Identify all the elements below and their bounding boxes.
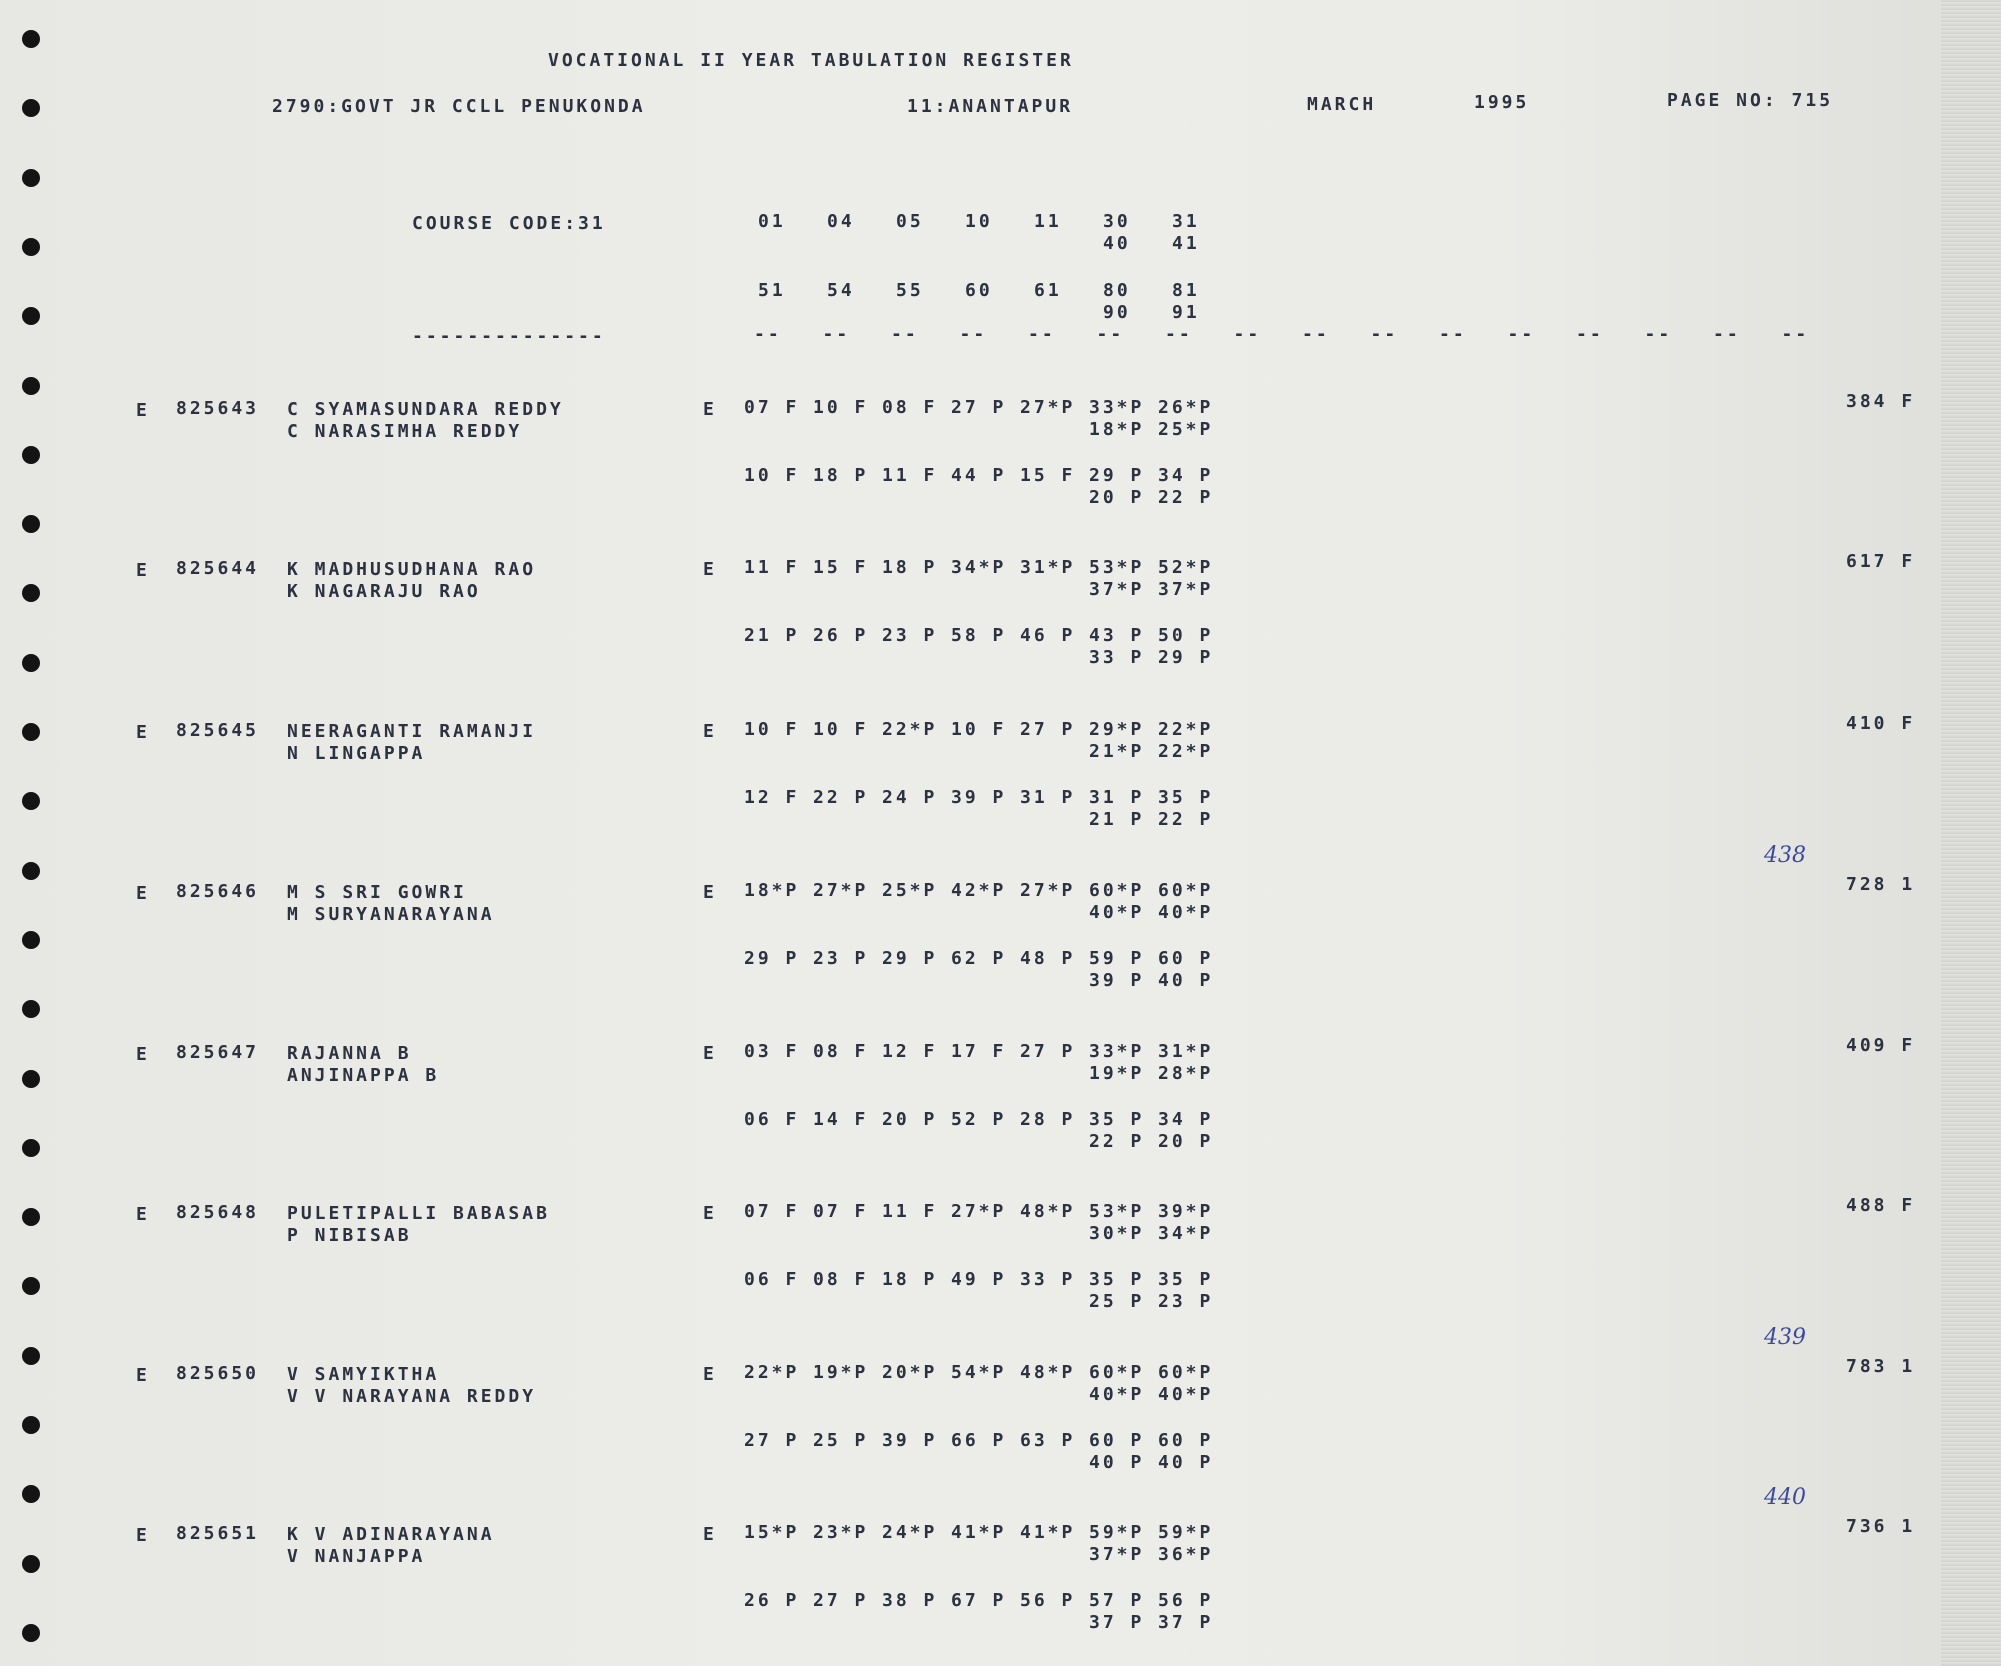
record-flag: E xyxy=(136,1525,150,1546)
mark-cell: 19*P xyxy=(813,1362,869,1383)
column-divider: -- xyxy=(1713,324,1741,345)
punch-hole xyxy=(22,1624,40,1642)
column-divider: -- xyxy=(1028,324,1056,345)
punch-hole xyxy=(22,446,40,464)
mark-cell: 35 P xyxy=(1158,787,1214,808)
roll-number: 825644 xyxy=(176,558,260,579)
record-flag: E xyxy=(136,1204,150,1225)
mark-cell: 41*P xyxy=(951,1522,1007,1543)
mark-cell: 07 F xyxy=(744,1201,800,1222)
page-number: PAGE NO: 715 xyxy=(1667,90,1834,111)
mark-cell: 08 F xyxy=(882,397,938,418)
subject-code: 10 xyxy=(965,211,993,232)
course-code: COURSE CODE:31 xyxy=(412,213,606,234)
exam-year: 1995 xyxy=(1474,92,1530,113)
mark-cell: 59 P xyxy=(1089,948,1145,969)
mark-cell: 60 P xyxy=(1089,1430,1145,1451)
student-name: NEERAGANTI RAMANJI xyxy=(287,721,537,742)
mark-cell: 31 P xyxy=(1089,787,1145,808)
mark-cell: 11 F xyxy=(744,557,800,578)
mark-cell: 39 P xyxy=(882,1430,938,1451)
punch-hole xyxy=(22,99,40,117)
student-name: K V ADINARAYANA xyxy=(287,1524,495,1545)
mark-cell: 56 P xyxy=(1020,1590,1076,1611)
medium-code: E xyxy=(703,1203,717,1224)
mark-cell: 48*P xyxy=(1020,1201,1076,1222)
mark-cell: 22 P xyxy=(1089,1131,1145,1152)
roll-number: 825647 xyxy=(176,1042,260,1063)
mark-cell: 15 F xyxy=(1020,465,1076,486)
mark-cell: 39*P xyxy=(1158,1201,1214,1222)
mark-cell: 37 P xyxy=(1158,1612,1214,1633)
father-name: P NIBISAB xyxy=(287,1225,412,1246)
student-name: C SYAMASUNDARA REDDY xyxy=(287,399,564,420)
mark-cell: 20 P xyxy=(882,1109,938,1130)
mark-cell: 25*P xyxy=(1158,419,1214,440)
mark-cell: 40*P xyxy=(1089,902,1145,923)
mark-cell: 30*P xyxy=(1089,1223,1145,1244)
column-divider: -- xyxy=(891,324,919,345)
punch-hole xyxy=(22,792,40,810)
mark-cell: 22 P xyxy=(1158,487,1214,508)
student-name: RAJANNA B xyxy=(287,1043,412,1064)
mark-cell: 18*P xyxy=(1089,419,1145,440)
mark-cell: 21*P xyxy=(1089,741,1145,762)
subject-code: 11 xyxy=(1034,211,1062,232)
mark-cell: 28*P xyxy=(1158,1063,1214,1084)
mark-cell: 24*P xyxy=(882,1522,938,1543)
subject-code: 05 xyxy=(896,211,924,232)
roll-number: 825651 xyxy=(176,1523,260,1544)
handwritten-serial: 440 xyxy=(1764,1485,1806,1510)
mark-cell: 26 P xyxy=(813,625,869,646)
mark-cell: 25*P xyxy=(882,880,938,901)
total-result: 783 1 xyxy=(1846,1356,1916,1377)
mark-cell: 17 F xyxy=(951,1041,1007,1062)
subject-code: 80 xyxy=(1103,280,1131,301)
subject-code: 60 xyxy=(965,280,993,301)
punch-hole xyxy=(22,584,40,602)
mark-cell: 27 P xyxy=(744,1430,800,1451)
record-flag: E xyxy=(136,722,150,743)
mark-cell: 52 P xyxy=(951,1109,1007,1130)
punch-hole xyxy=(22,377,40,395)
mark-cell: 33*P xyxy=(1089,1041,1145,1062)
mark-cell: 41*P xyxy=(1020,1522,1076,1543)
column-divider: -- xyxy=(1781,324,1810,345)
medium-code: E xyxy=(703,399,717,420)
column-divider: -- xyxy=(1302,324,1330,345)
mark-cell: 35 P xyxy=(1158,1269,1214,1290)
mark-cell: 48*P xyxy=(1020,1362,1076,1383)
mark-cell: 37*P xyxy=(1158,579,1214,600)
punch-hole xyxy=(22,1208,40,1226)
mark-cell: 07 F xyxy=(744,397,800,418)
mark-cell: 44 P xyxy=(951,465,1007,486)
mark-cell: 20 P xyxy=(1089,487,1145,508)
mark-cell: 18*P xyxy=(744,880,800,901)
mark-cell: 33 P xyxy=(1020,1269,1076,1290)
mark-cell: 42*P xyxy=(951,880,1007,901)
medium-code: E xyxy=(703,1524,717,1545)
total-result: 409 F xyxy=(1846,1035,1916,1056)
mark-cell: 53*P xyxy=(1089,557,1145,578)
mark-cell: 03 F xyxy=(744,1041,800,1062)
mark-cell: 18 P xyxy=(882,1269,938,1290)
mark-cell: 39 P xyxy=(1089,970,1145,991)
mark-cell: 26*P xyxy=(1158,397,1214,418)
mark-cell: 40*P xyxy=(1089,1384,1145,1405)
total-result: 488 F xyxy=(1846,1195,1916,1216)
mark-cell: 28 P xyxy=(1020,1109,1076,1130)
mark-cell: 54*P xyxy=(951,1362,1007,1383)
mark-cell: 25 P xyxy=(1089,1291,1145,1312)
mark-cell: 27*P xyxy=(813,880,869,901)
mark-cell: 31 P xyxy=(1020,787,1076,808)
mark-cell: 53*P xyxy=(1089,1201,1145,1222)
mark-cell: 22*P xyxy=(1158,719,1214,740)
mark-cell: 48 P xyxy=(1020,948,1076,969)
subject-code: 31 xyxy=(1172,211,1200,232)
punch-hole xyxy=(22,30,40,48)
punch-hole xyxy=(22,515,40,533)
exam-month: MARCH xyxy=(1307,94,1377,115)
subject-code: 01 xyxy=(758,211,786,232)
mark-cell: 24 P xyxy=(882,787,938,808)
mark-cell: 23*P xyxy=(813,1522,869,1543)
mark-cell: 58 P xyxy=(951,625,1007,646)
mark-cell: 25 P xyxy=(813,1430,869,1451)
record-flag: E xyxy=(136,883,150,904)
mark-cell: 20 P xyxy=(1158,1131,1214,1152)
mark-cell: 46 P xyxy=(1020,625,1076,646)
mark-cell: 10 F xyxy=(813,397,869,418)
student-name: K MADHUSUDHANA RAO xyxy=(287,559,537,580)
mark-cell: 07 F xyxy=(813,1201,869,1222)
mark-cell: 12 F xyxy=(744,787,800,808)
column-divider: -- xyxy=(1576,324,1604,345)
mark-cell: 29 P xyxy=(1158,647,1214,668)
roll-number: 825643 xyxy=(176,398,260,419)
mark-cell: 10 F xyxy=(744,719,800,740)
handwritten-serial: 438 xyxy=(1764,843,1806,868)
mark-cell: 22 P xyxy=(813,787,869,808)
medium-code: E xyxy=(703,882,717,903)
medium-code: E xyxy=(703,1364,717,1385)
mark-cell: 31*P xyxy=(1158,1041,1214,1062)
record-flag: E xyxy=(136,1365,150,1386)
column-divider: -- xyxy=(1644,324,1673,345)
mark-cell: 21 P xyxy=(1089,809,1145,830)
father-name: C NARASIMHA REDDY xyxy=(287,421,523,442)
mark-cell: 60 P xyxy=(1158,1430,1214,1451)
mark-cell: 37*P xyxy=(1089,579,1145,600)
mark-cell: 27 P xyxy=(951,397,1007,418)
mark-cell: 23 P xyxy=(882,625,938,646)
mark-cell: 34 P xyxy=(1158,1109,1214,1130)
subject-code: 54 xyxy=(827,280,855,301)
mark-cell: 40 P xyxy=(1089,1452,1145,1473)
student-name: M S SRI GOWRI xyxy=(287,882,467,903)
mark-cell: 26 P xyxy=(744,1590,800,1611)
mark-cell: 29 P xyxy=(744,948,800,969)
mark-cell: 15*P xyxy=(744,1522,800,1543)
subject-code: 41 xyxy=(1172,233,1200,254)
father-name: N LINGAPPA xyxy=(287,743,426,764)
mark-cell: 60*P xyxy=(1089,1362,1145,1383)
total-result: 410 F xyxy=(1846,713,1916,734)
mark-cell: 10 F xyxy=(951,719,1007,740)
course-underline: -------------- xyxy=(412,326,606,347)
mark-cell: 40*P xyxy=(1158,902,1214,923)
mark-cell: 23 P xyxy=(813,948,869,969)
mark-cell: 35 P xyxy=(1089,1109,1145,1130)
mark-cell: 59*P xyxy=(1158,1522,1214,1543)
mark-cell: 10 F xyxy=(813,719,869,740)
punch-hole xyxy=(22,1347,40,1365)
punch-hole xyxy=(22,931,40,949)
medium-code: E xyxy=(703,1043,717,1064)
mark-cell: 35 P xyxy=(1089,1269,1145,1290)
mark-cell: 06 F xyxy=(744,1269,800,1290)
punch-hole xyxy=(22,238,40,256)
mark-cell: 11 F xyxy=(882,465,938,486)
mark-cell: 38 P xyxy=(882,1590,938,1611)
column-divider: -- xyxy=(1507,324,1536,345)
mark-cell: 60*P xyxy=(1158,880,1214,901)
column-divider: -- xyxy=(1096,324,1125,345)
column-divider: -- xyxy=(1165,324,1193,345)
mark-cell: 57 P xyxy=(1089,1590,1145,1611)
punch-hole xyxy=(22,723,40,741)
total-result: 736 1 xyxy=(1846,1516,1916,1537)
mark-cell: 22*P xyxy=(882,719,938,740)
column-divider: -- xyxy=(822,324,851,345)
mark-cell: 66 P xyxy=(951,1430,1007,1451)
mark-cell: 22 P xyxy=(1158,809,1214,830)
father-name: V V NARAYANA REDDY xyxy=(287,1386,537,1407)
student-name: PULETIPALLI BABASAB xyxy=(287,1203,550,1224)
punch-hole xyxy=(22,1277,40,1295)
mark-cell: 11 F xyxy=(882,1201,938,1222)
mark-cell: 20*P xyxy=(882,1362,938,1383)
mark-cell: 37*P xyxy=(1089,1544,1145,1565)
mark-cell: 15 F xyxy=(813,557,869,578)
mark-cell: 18 P xyxy=(882,557,938,578)
record-flag: E xyxy=(136,1044,150,1065)
subject-code: 40 xyxy=(1103,233,1131,254)
paper-edge xyxy=(1941,0,2001,1666)
subject-code: 30 xyxy=(1103,211,1131,232)
punch-hole xyxy=(22,1555,40,1573)
mark-cell: 40 P xyxy=(1158,970,1214,991)
punch-hole xyxy=(22,862,40,880)
mark-cell: 06 F xyxy=(744,1109,800,1130)
punch-hole xyxy=(22,1000,40,1018)
father-name: V NANJAPPA xyxy=(287,1546,426,1567)
mark-cell: 67 P xyxy=(951,1590,1007,1611)
mark-cell: 19*P xyxy=(1089,1063,1145,1084)
subject-code: 04 xyxy=(827,211,855,232)
mark-cell: 60*P xyxy=(1158,1362,1214,1383)
column-divider: -- xyxy=(1233,324,1262,345)
medium-code: E xyxy=(703,721,717,742)
mark-cell: 40 P xyxy=(1158,1452,1214,1473)
punch-hole xyxy=(22,1139,40,1157)
subject-code: 61 xyxy=(1034,280,1062,301)
college-name: 2790:GOVT JR CCLL PENUKONDA xyxy=(272,96,646,117)
roll-number: 825650 xyxy=(176,1363,260,1384)
handwritten-serial: 439 xyxy=(1764,1325,1806,1350)
mark-cell: 34 P xyxy=(1158,465,1214,486)
mark-cell: 62 P xyxy=(951,948,1007,969)
column-divider: -- xyxy=(1439,324,1467,345)
mark-cell: 63 P xyxy=(1020,1430,1076,1451)
subject-code: 90 xyxy=(1103,302,1131,323)
mark-cell: 39 P xyxy=(951,787,1007,808)
subject-code: 51 xyxy=(758,280,786,301)
roll-number: 825646 xyxy=(176,881,260,902)
mark-cell: 27 P xyxy=(1020,1041,1076,1062)
mark-cell: 43 P xyxy=(1089,625,1145,646)
mark-cell: 10 F xyxy=(744,465,800,486)
mark-cell: 60 P xyxy=(1158,948,1214,969)
punch-hole xyxy=(22,307,40,325)
father-name: ANJINAPPA B xyxy=(287,1065,440,1086)
mark-cell: 22*P xyxy=(744,1362,800,1383)
punch-hole xyxy=(22,654,40,672)
roll-number: 825645 xyxy=(176,720,260,741)
mark-cell: 33 P xyxy=(1089,647,1145,668)
mark-cell: 14 F xyxy=(813,1109,869,1130)
mark-cell: 60*P xyxy=(1089,880,1145,901)
column-divider: -- xyxy=(1370,324,1399,345)
district-name: 11:ANANTAPUR xyxy=(907,96,1074,117)
mark-cell: 34*P xyxy=(1158,1223,1214,1244)
mark-cell: 33*P xyxy=(1089,397,1145,418)
mark-cell: 59*P xyxy=(1089,1522,1145,1543)
mark-cell: 21 P xyxy=(744,625,800,646)
register-title: VOCATIONAL II YEAR TABULATION REGISTER xyxy=(548,50,1074,71)
mark-cell: 12 F xyxy=(882,1041,938,1062)
mark-cell: 27*P xyxy=(1020,397,1076,418)
mark-cell: 36*P xyxy=(1158,1544,1214,1565)
total-result: 617 F xyxy=(1846,551,1916,572)
medium-code: E xyxy=(703,559,717,580)
mark-cell: 56 P xyxy=(1158,1590,1214,1611)
father-name: M SURYANARAYANA xyxy=(287,904,495,925)
mark-cell: 40*P xyxy=(1158,1384,1214,1405)
total-result: 728 1 xyxy=(1846,874,1916,895)
record-flag: E xyxy=(136,560,150,581)
column-divider: -- xyxy=(754,324,782,345)
mark-cell: 29 P xyxy=(882,948,938,969)
punch-hole xyxy=(22,1416,40,1434)
mark-cell: 08 F xyxy=(813,1041,869,1062)
mark-cell: 37 P xyxy=(1089,1612,1145,1633)
subject-code: 81 xyxy=(1172,280,1200,301)
roll-number: 825648 xyxy=(176,1202,260,1223)
mark-cell: 27 P xyxy=(1020,719,1076,740)
mark-cell: 23 P xyxy=(1158,1291,1214,1312)
father-name: K NAGARAJU RAO xyxy=(287,581,481,602)
subject-code: 91 xyxy=(1172,302,1200,323)
mark-cell: 27*P xyxy=(951,1201,1007,1222)
mark-cell: 29*P xyxy=(1089,719,1145,740)
total-result: 384 F xyxy=(1846,391,1916,412)
mark-cell: 50 P xyxy=(1158,625,1214,646)
student-name: V SAMYIKTHA xyxy=(287,1364,440,1385)
mark-cell: 49 P xyxy=(951,1269,1007,1290)
column-divider: -- xyxy=(959,324,988,345)
punch-hole xyxy=(22,1485,40,1503)
punch-hole xyxy=(22,1070,40,1088)
mark-cell: 08 F xyxy=(813,1269,869,1290)
mark-cell: 18 P xyxy=(813,465,869,486)
mark-cell: 22*P xyxy=(1158,741,1214,762)
mark-cell: 31*P xyxy=(1020,557,1076,578)
record-flag: E xyxy=(136,400,150,421)
mark-cell: 27 P xyxy=(813,1590,869,1611)
mark-cell: 34*P xyxy=(951,557,1007,578)
mark-cell: 27*P xyxy=(1020,880,1076,901)
subject-code: 55 xyxy=(896,280,924,301)
mark-cell: 29 P xyxy=(1089,465,1145,486)
punch-hole xyxy=(22,169,40,187)
mark-cell: 52*P xyxy=(1158,557,1214,578)
